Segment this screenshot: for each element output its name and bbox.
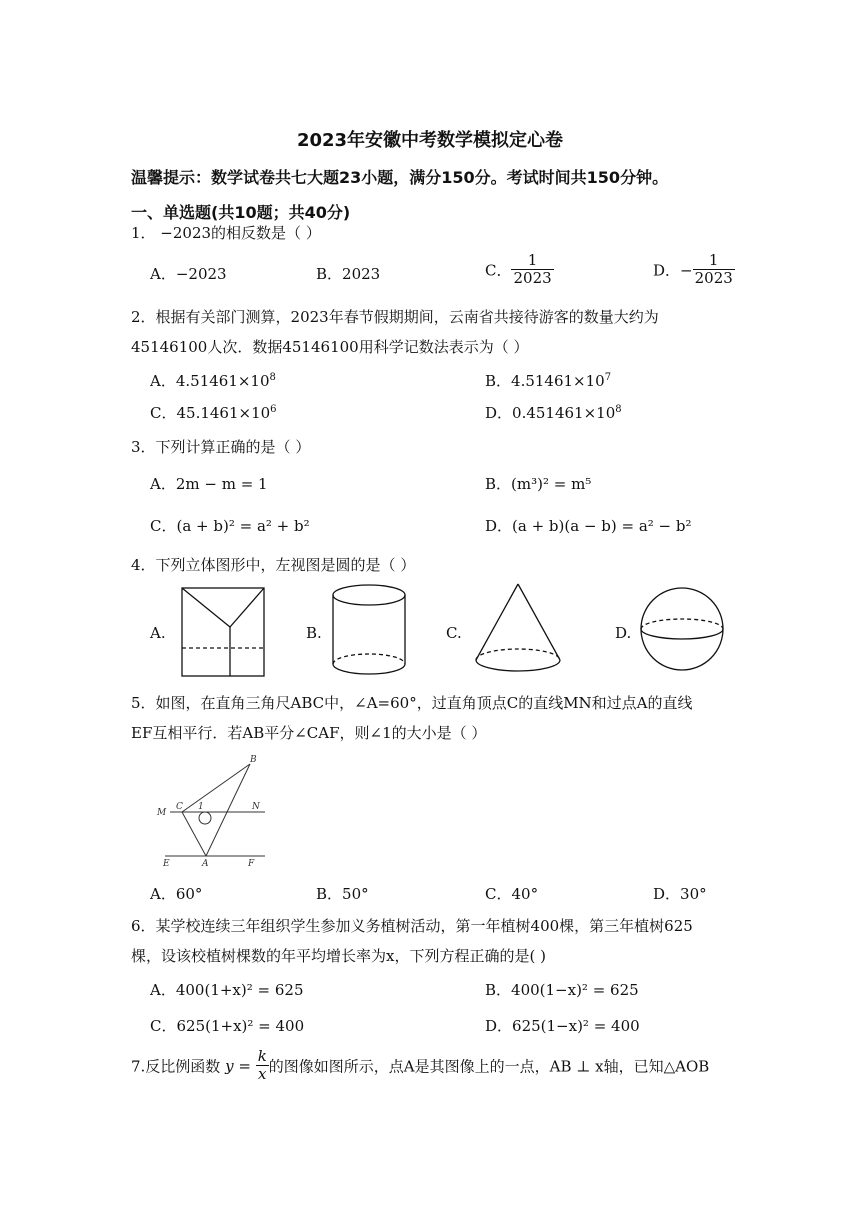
label-f: F — [248, 859, 255, 869]
q1-option-c-fraction — [511, 252, 553, 288]
q1-option-d — [653, 252, 735, 288]
q2-a-exponent: 8 — [269, 372, 276, 383]
question-6-stem-line1: 6．某学校连续三年组织学生参加义务植树活动，第一年植树400棵，第三年植树625 — [131, 917, 693, 935]
triangular-prism-figure — [170, 582, 270, 680]
question-7-stem — [131, 1048, 709, 1084]
q1-c-numerator: 1 — [511, 252, 553, 270]
q1-option-d-label: D．− — [653, 261, 693, 280]
section-heading: 一、单选题(共10题；共40分) — [131, 203, 351, 222]
q1-c-denominator: 2023 — [513, 269, 552, 288]
q2-option-c — [150, 402, 277, 423]
q4-option-d: D. — [615, 624, 632, 642]
q5-option-d: D．30° — [653, 885, 707, 903]
notice: 温馨提示：数学试卷共七大题23小题，满分150分。考试时间共150分钟。 — [131, 168, 669, 187]
cylinder-figure — [328, 582, 412, 678]
q4-option-b: B. — [306, 624, 322, 642]
question-5-stem-line2: EF互相平行．若AB平分∠CAF，则∠1的大小是（ ） — [131, 724, 487, 742]
q6-option-b: B．400(1−x)² = 625 — [485, 981, 639, 999]
q2-b-text: B．4.51461×10 — [485, 372, 605, 390]
q3-option-a: A．2m − m = 1 — [150, 475, 268, 493]
q1-option-b: B．2023 — [316, 265, 381, 283]
question-4-stem: 4．下列立体图形中，左视图是圆的是（ ） — [131, 556, 416, 574]
page-title: 2023年安徽中考数学模拟定心卷 — [296, 130, 564, 151]
label-m: M — [157, 808, 167, 818]
label-e: E — [163, 859, 170, 869]
q2-option-b — [485, 370, 611, 391]
q2-a-text: A．4.51461×10 — [150, 372, 270, 390]
question-1-stem: 1． −2023的相反数是（ ） — [131, 224, 321, 242]
question-2-stem-line1: 2．根据有关部门测算，2023年春节假期期间，云南省共接待游客的数量大约为 — [131, 308, 659, 326]
q4-option-a: A. — [150, 624, 166, 642]
q2-option-d — [485, 402, 622, 423]
q7-suffix: 的图像如图所示，点A是其图像上的一点，AB ⊥ x轴，已知△AOB — [268, 1057, 710, 1076]
q1-d-numerator: 1 — [693, 252, 735, 270]
q7-function-fraction — [256, 1048, 269, 1084]
q3-option-c: C．(a + b)² = a² + b² — [150, 517, 310, 535]
q2-c-exponent: 6 — [270, 404, 277, 415]
segment-ba — [206, 764, 250, 856]
q1-option-c-label: C． — [485, 261, 512, 280]
q5-geometry-figure — [150, 752, 270, 870]
question-6-stem-line2: 棵，设该校植树棵数的年平均增长率为x，下列方程正确的是( ) — [131, 947, 546, 965]
q7-function-y: y = — [225, 1056, 251, 1075]
cone-figure — [468, 580, 568, 676]
q1-option-c — [485, 252, 554, 288]
q4-option-c: C. — [446, 624, 462, 642]
question-2-stem-line2: 45146100人次．数据45146100用科学记数法表示为（ ） — [131, 338, 529, 356]
q6-option-c: C．625(1+x)² = 400 — [150, 1017, 305, 1035]
segment-cb — [182, 764, 250, 812]
q6-option-a: A．400(1+x)² = 625 — [150, 981, 304, 999]
q7-denominator-x: x — [258, 1065, 267, 1084]
segment-ca — [182, 812, 206, 856]
q7-numerator-k: k — [257, 1047, 267, 1065]
q2-d-exponent: 8 — [615, 404, 622, 415]
label-n: N — [252, 802, 260, 812]
q5-option-a: A．60° — [150, 885, 203, 903]
question-5-stem-line1: 5．如图，在直角三角尺ABC中，∠A=60°，过直角顶点C的直线MN和过点A的直线 — [131, 694, 693, 712]
q2-c-text: C．45.1461×10 — [150, 404, 271, 422]
angle-circle-mark — [199, 812, 211, 824]
q7-prefix: 7.反比例函数 — [131, 1057, 221, 1076]
q2-d-text: D．0.451461×10 — [485, 404, 616, 422]
q2-b-exponent: 7 — [604, 372, 612, 383]
label-one: 1 — [198, 802, 204, 812]
q3-option-b: B．(m³)² = m⁵ — [485, 475, 592, 493]
label-c: C — [176, 802, 183, 812]
label-b: B — [250, 755, 257, 765]
q2-option-a — [150, 370, 276, 391]
q1-option-a: A．−2023 — [150, 265, 227, 283]
q3-option-d: D．(a + b)(a − b) = a² − b² — [485, 517, 692, 535]
label-a: A — [202, 859, 209, 869]
q5-option-c: C．40° — [485, 885, 539, 903]
q5-option-b: B．50° — [316, 885, 369, 903]
q1-option-d-fraction — [693, 252, 735, 288]
q1-d-denominator: 2023 — [694, 269, 733, 288]
sphere-figure — [638, 584, 726, 676]
question-3-stem: 3．下列计算正确的是（ ） — [131, 438, 311, 456]
q6-option-d: D．625(1−x)² = 400 — [485, 1017, 640, 1035]
